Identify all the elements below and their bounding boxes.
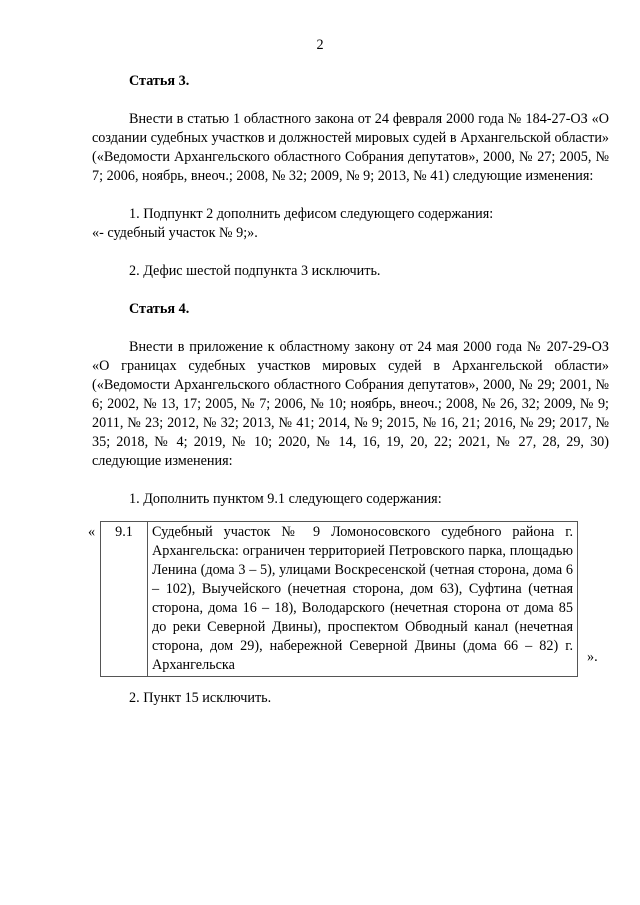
table-row xyxy=(101,522,578,677)
article-3-item-2: 2. Дефис шестой подпункта 3 исключить. xyxy=(129,263,381,279)
article-4-item-1: 1. Дополнить пунктом 9.1 следующего содержания: xyxy=(129,491,442,507)
closing-quote: ». xyxy=(587,649,598,665)
article-4-intro: Внести в приложение к областному закону от 24 мая 2000 года № 207-29-ОЗ «О границах судебных участков мировых судей в Архангельской области» («Ведомости Архангельского областного Собрания депутатов», 2000, № 29; 2001, № 6; 2002, № 13, 17; 2005, № 7; 2006, № 10; ноябрь, внеоч.; 2008, № 26, 32; 2009, № 9; 2011, № 23; 2012, № 32; 2013, № 41; 2014, № 9; 2015, № 16, 21; 2016, № 29; 2017, № 35; 2018, № 4; 2019, № 10; 2020, № 14, 16, 19, 20, 22; 2021, № 27, 28, 29, 30) следующие изменения: xyxy=(92,339,609,469)
article-4-heading: Статья 4. xyxy=(129,301,190,317)
clause-text-cell: Судебный участок № 9 Ломоносовского судебного района г. Архангельска: ограничен территорией Петровского парка, площадью Ленина (дома 3 – 5), улицами Воскресенской (четная сторона, дома 6 – 102), Выучейского (нечетная сторона, дом 63), Суфтина (четная сторона, дома 16 – 18), Володарского (нечетная сторона от дома 85 до реки Северной Двины), проспектом Обводный канал (нечетная сторона, дом 29), набережной Северной Двины (дома 66 – 82) г. Архангельска xyxy=(148,522,578,677)
article-3-item-1: 1. Подпункт 2 дополнить дефисом следующего содержания: xyxy=(129,206,494,222)
article-4-item-2: 2. Пункт 15 исключить. xyxy=(129,690,272,706)
opening-quote: « xyxy=(88,524,96,540)
document-body xyxy=(92,72,609,509)
clause-number-cell: 9.1 xyxy=(101,522,148,677)
article-3-intro: Внести в статью 1 областного закона от 24 февраля 2000 года № 184-27-ОЗ «О создании судебных участков и должностей мировых судей в Архангельской области» («Ведомости Архангельского областного Собрания депутатов», 2000, № 27; 2005, № 7; 2006, ноябрь, внеоч.; 2008, № 32; 2009, № 9; 2013, № 41) следующие изменения: xyxy=(92,111,609,184)
amendment-table xyxy=(100,521,578,677)
page-number: 2 xyxy=(316,37,324,53)
article-3-heading: Статья 3. xyxy=(129,73,190,89)
article-3-item-1-quote: «- судебный участок № 9;». xyxy=(92,225,258,241)
document-body-continued xyxy=(92,689,609,708)
